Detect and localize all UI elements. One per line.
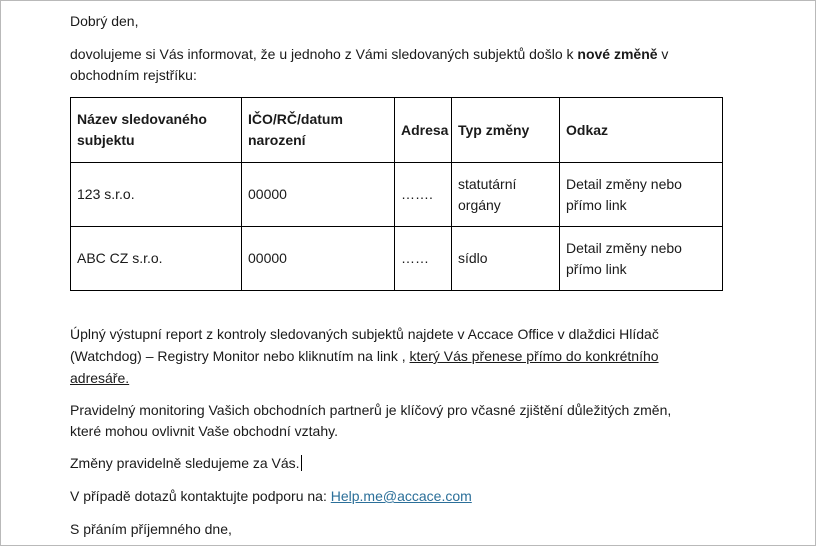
cell-subject: ABC CZ s.r.o.: [71, 227, 242, 291]
directory-link[interactable]: který Vás přenese přímo do konkrétního: [409, 348, 659, 364]
cell-address: …….: [395, 163, 452, 227]
monitoring-line-2: které mohou ovlivnit Vaše obchodní vztahy.: [70, 423, 338, 439]
report-line-1: Úplný výstupní report z kontroly sledovaných subjektů najdete v Accace Office v dlaždici Hlídač: [70, 326, 659, 342]
greeting: Dobrý den,: [70, 13, 139, 29]
cell-subject: 123 s.r.o.: [71, 163, 242, 227]
table-row: [71, 163, 723, 227]
col-header-subject: Název sledovaného subjektu: [71, 98, 242, 163]
tracking-sentence: Změny pravidelně sledujeme za Vás.: [70, 455, 300, 471]
tracking-text: [70, 453, 302, 474]
monitoring-line-1: Pravidelný monitoring Vašich obchodních partnerů je klíčový pro včasné zjištění důležitých změn,: [70, 402, 672, 418]
col-header-change-type: Typ změny: [452, 98, 560, 163]
intro-line-1: [70, 44, 668, 65]
cell-link[interactable]: Detail změny nebo přímo link: [560, 163, 723, 227]
report-line-2: [70, 346, 659, 367]
intro-line-2: obchodním rejstříku:: [70, 67, 197, 83]
changes-table: [70, 97, 723, 291]
cell-link[interactable]: Detail změny nebo přímo link: [560, 227, 723, 291]
directory-link-continued[interactable]: adresáře.: [70, 370, 130, 386]
text-cursor: [301, 455, 302, 471]
col-header-id: IČO/RČ/datum narození: [242, 98, 395, 163]
cell-change-type: sídlo: [452, 227, 560, 291]
col-header-link: Odkaz: [560, 98, 723, 163]
col-header-address: Adresa: [395, 98, 452, 163]
cell-id: 00000: [242, 163, 395, 227]
cell-id: 00000: [242, 227, 395, 291]
intro-bold: nové změně: [577, 46, 658, 62]
support-text: V případě dotazů kontaktujte podporu na:: [70, 488, 331, 504]
closing: S přáním příjemného dne,: [70, 521, 232, 537]
cell-address: ……: [395, 227, 452, 291]
support-line: [70, 486, 472, 507]
report-line-3: [70, 368, 129, 389]
report-text: (Watchdog) – Registry Monitor nebo kliknutím na link ,: [70, 348, 410, 364]
support-email-link[interactable]: Help.me@accace.com: [330, 488, 472, 504]
table-row: [71, 227, 723, 291]
cell-change-type: statutární orgány: [452, 163, 560, 227]
table-header-row: [71, 98, 723, 163]
intro-suffix: v: [657, 46, 669, 62]
intro-text: dovolujeme si Vás informovat, že u jednoho z Vámi sledovaných subjektů došlo k: [70, 46, 578, 62]
